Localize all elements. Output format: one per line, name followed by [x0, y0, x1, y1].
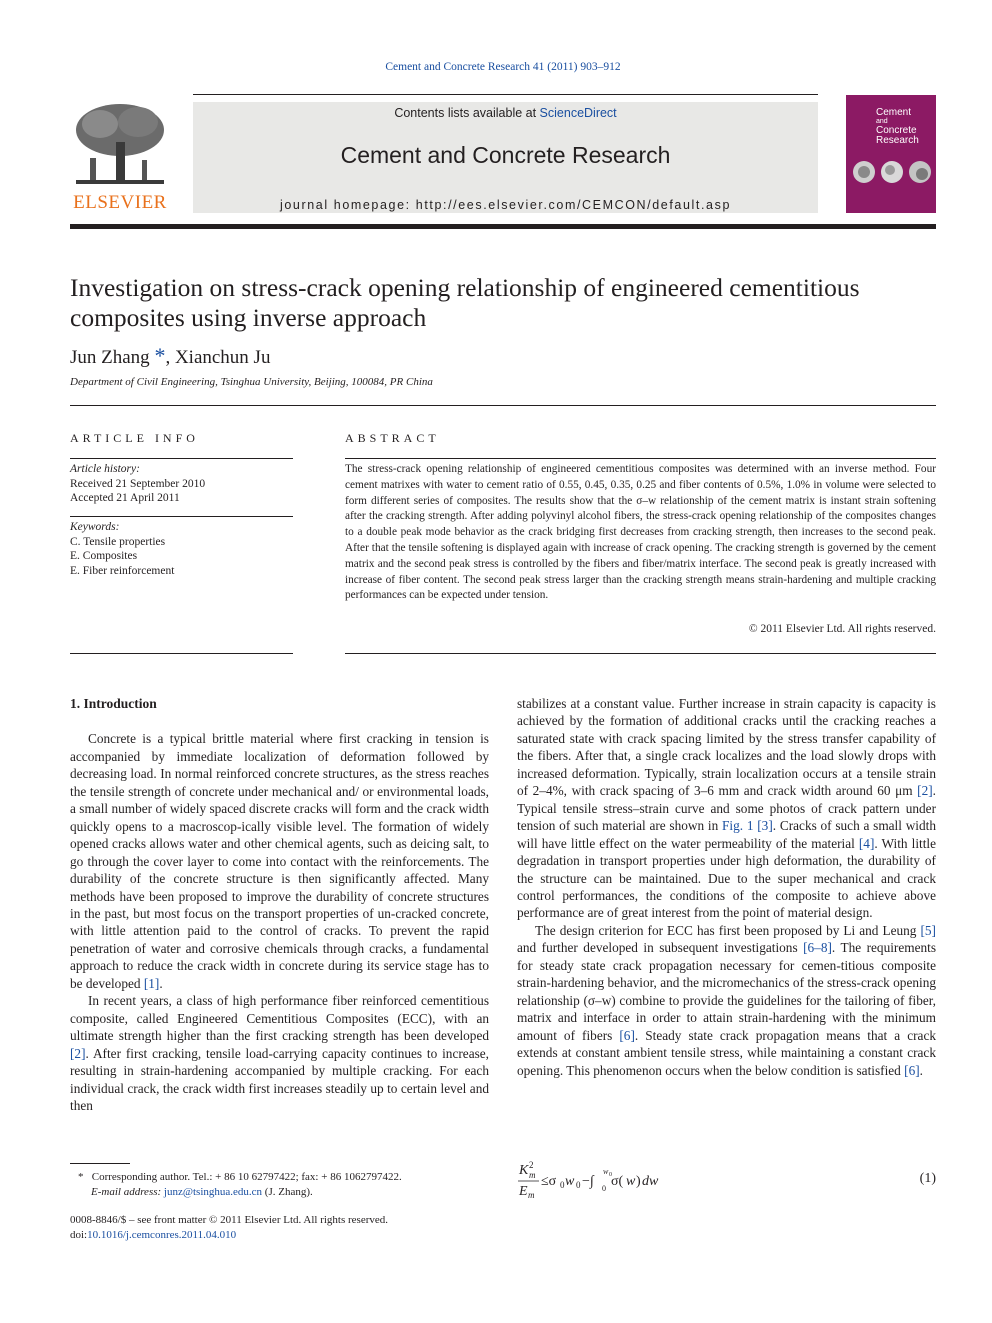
citation-link[interactable]: [3] [757, 818, 773, 834]
doi-link[interactable]: 10.1016/j.cemconres.2011.04.010 [87, 1229, 237, 1241]
section-rule [70, 405, 936, 406]
citation-link[interactable]: [6–8] [803, 940, 832, 956]
svg-text:−∫: −∫ [582, 1174, 594, 1189]
abstract-bottom-rule [345, 653, 936, 654]
svg-text:0: 0 [602, 1184, 606, 1193]
corresponding-author-mark[interactable]: * [154, 343, 166, 368]
svg-text:dw: dw [642, 1174, 659, 1189]
journal-cover [846, 95, 936, 213]
body-column-left [70, 695, 489, 1114]
keywords-label: Keywords: [70, 521, 120, 533]
equation-formula-icon [517, 1160, 677, 1200]
publisher-name: ELSEVIER [73, 192, 167, 213]
corresponding-author-note: Corresponding author. Tel.: + 86 10 62797422; fax: + 86 1062797422. [91, 1171, 402, 1183]
doi-label: doi: [70, 1229, 88, 1241]
svg-text:m: m [528, 1190, 535, 1200]
contents-line [193, 106, 818, 120]
copyright: © 2011 Elsevier Ltd. All rights reserved. [748, 623, 936, 635]
accepted-date: Accepted 21 April 2011 [70, 492, 180, 504]
paragraph: Concrete is a typical brittle material where first cracking in tension is accompanied by immediate localization of deformation followed by decreasing load. In normal reinforced concrete structures, as the stress reaches the tensile strength of concrete under mechanical and/ or environmental loads, a small number of widely spaced discrete cracks will form and the crack width quickly opens to a macroscop-ically visible level. The formation of widely opened cracks allows water and other chemical agents, such as deicing salt, to go through the cover layer to come into contact with the reinforcements. The durability of the concrete structure is then significantly affected. Many methods have been proposed to improve the durability of concrete structures in the past, but most focus on the transport properties of un-cracked concrete, with little attention paid to the control of cracks. To prevent the rapid penetration of water and corrosive chemicals through cracks, a fundamental approach to reduce the crack width in concrete during its service stage has to be developed [1]. [70, 731, 489, 991]
email-label: E-mail address: [91, 1186, 164, 1198]
body-column-right [517, 695, 936, 1079]
email-suffix: (J. Zhang). [262, 1186, 313, 1198]
citation-link[interactable]: [6] [619, 1027, 635, 1043]
article-info-heading: ARTICLE INFO [70, 431, 199, 445]
front-matter-text: 0008-8846/$ – see front matter © 2011 Elsevier Ltd. All rights reserved. [70, 1214, 389, 1226]
article-title: Investigation on stress-crack opening relationship of engineered cementitious composites using inverse approach [70, 273, 860, 332]
keywords-block [70, 520, 293, 578]
author-name: Jun Zhang [70, 347, 150, 368]
header-thick-rule [70, 224, 936, 229]
journal-title: Cement and Concrete Research [340, 142, 671, 168]
keyword: E. Fiber reinforcement [70, 564, 175, 577]
footnote-rule [70, 1163, 130, 1164]
author-name: Xianchun Ju [174, 347, 271, 368]
paragraph: In recent years, a class of high performance fiber reinforced cementitious composite, called Engineered Cementitious Composites (ECC), with an ultimate strength higher than the first cracking strength has been developed [2]. After first cracking, tensile load-carrying capacity continues to increase, resulting in strain-hardening accompanied by multiple cracking. For each individual crack, the crack width first increases steadily up to certain level and then [70, 993, 489, 1113]
footnote-corresponding [78, 1170, 498, 1200]
info-rule [70, 458, 293, 459]
sciencedirect-link[interactable]: ScienceDirect [539, 106, 617, 120]
info-bottom-rule [70, 653, 293, 654]
paragraph: stabilizes at a constant value. Further increase in strain capacity is capacity is achieved by the formation of additional cracks until the cracking reaches a saturated state with crack spacing limited by the stress transfer capability of the fibers. After that, a single crack localizes and the load slowly drops with increased deformation. Typically, strain localization occurs at a tensile strain of 2–4%, with crack spacing of 3–6 mm and crack width around 60 μm [2]. Typical tensile stress–strain curve and some photos of crack pattern under tension of such material are shown in Fig. 1 [3]. Cracks of such a small width will have little effect on the water permeability of the material [4]. With little degradation in transport properties under high deformation, the durability of the structure can be maintained. Due to the super mechanical and crack control performances, the conditions of the composite to achieve above performance are of great interest from the point of material design. [517, 696, 937, 921]
svg-text:2: 2 [529, 1160, 534, 1170]
citation-link[interactable]: [6] [904, 1062, 920, 1078]
abstract-heading: ABSTRACT [345, 431, 440, 445]
history-label: Article history: [70, 463, 140, 475]
svg-text:w: w [626, 1174, 636, 1189]
svg-text:σ(: σ( [611, 1174, 624, 1189]
cover-micrograph-icon [850, 157, 934, 187]
svg-text:w: w [565, 1174, 575, 1189]
svg-text:): ) [636, 1174, 641, 1189]
svg-text:w: w [603, 1167, 609, 1176]
email-link[interactable]: junz@tsinghua.edu.cn [163, 1186, 263, 1198]
journal-citation[interactable]: Cement and Concrete Research 41 (2011) 903–912 [385, 61, 621, 73]
affiliation: Department of Civil Engineering, Tsinghua University, Beijing, 100084, PR China [70, 376, 433, 388]
cover-title: Cement and Concrete Research [876, 107, 919, 146]
citation-link[interactable]: [4] [858, 835, 875, 851]
paragraph: The design criterion for ECC has first been proposed by Li and Leung [5] and further developed in subsequent investigations [6–8]. The requirements for steady state crack propagation necessary for cemen-titious composite strain-hardening behavior, and the micromechanics of the stress-crack opening relationship (σ–w) combine to provide the guidelines for the tailoring of fiber, matrix and interface in order to attain strain-hardening with the minimum amount of fibers [6]. Steady state crack propagation means that a crack extends at constant ambient tensile stress, while maintaining a constant crack opening. This phenomenon occurs when the below condition is satisfied [6]. [517, 922, 936, 1078]
equation-1 [517, 1160, 936, 1200]
abstract-text: The stress-crack opening relationship of engineered cementitious composites was determined with an inverse method. Four cement matrixes with water to cement ratio of 0.55, 0.45, 0.35, 0.25 and fiber contents of 0.5%, 1.0% in volume were selected to form different series of composites. The results show that the σ–w relationship of the cement matrix is instant strain softening after the cracking strength. After adding polyvinyl alcohol fibers, the stress-crack opening relationship of the composites changes to a double peak mode behavior as the crack bridging first decreases from cracking strength, then increases to the second peak. After that the tensile softening is displayed again with increase of crack opening. The cracking strength is governed by the cement matrix and the second peak stress is controlled by the fibers and fiber/matrix interface. The second peak is greatly increased with increase of fiber content. The second peak stress larger than the cracking strength means strain-hardening and multiple cracking performances can be expected under tension. [345, 463, 936, 602]
svg-text:E: E [519, 1184, 528, 1199]
svg-text:0: 0 [576, 1180, 581, 1190]
citation-link[interactable]: [2] [70, 1045, 86, 1061]
abstract-rule [345, 458, 936, 459]
svg-text:K: K [519, 1163, 529, 1178]
figure-link[interactable]: Fig. 1 [722, 818, 754, 834]
citation-link[interactable]: [1] [143, 975, 160, 991]
citation-link[interactable]: [2] [917, 783, 933, 799]
svg-text:≤σ: ≤σ [541, 1174, 557, 1189]
elsevier-logo [70, 102, 170, 214]
svg-text:0: 0 [560, 1180, 565, 1190]
keyword: C. Tensile properties [70, 535, 166, 548]
journal-homepage[interactable]: journal homepage: http://ees.elsevier.com/CEMCON/default.asp [279, 198, 732, 212]
svg-text:0: 0 [609, 1172, 612, 1178]
citation-link[interactable]: [5] [920, 922, 936, 938]
header-rule [193, 94, 818, 95]
footnote-mark: * [78, 1171, 92, 1183]
section-heading: 1. Introduction [70, 696, 157, 711]
author-list [70, 343, 270, 369]
equation-number: (1) [919, 1171, 936, 1186]
elsevier-tree-icon [70, 102, 170, 192]
keyword: E. Composites [70, 550, 138, 562]
info-rule [70, 516, 293, 517]
author-separator: , [165, 347, 175, 368]
front-matter [70, 1213, 500, 1243]
svg-text:m: m [529, 1170, 536, 1180]
received-date: Received 21 September 2010 [70, 477, 206, 490]
article-history [70, 462, 293, 506]
contents-prefix: Contents lists available at [394, 106, 540, 120]
